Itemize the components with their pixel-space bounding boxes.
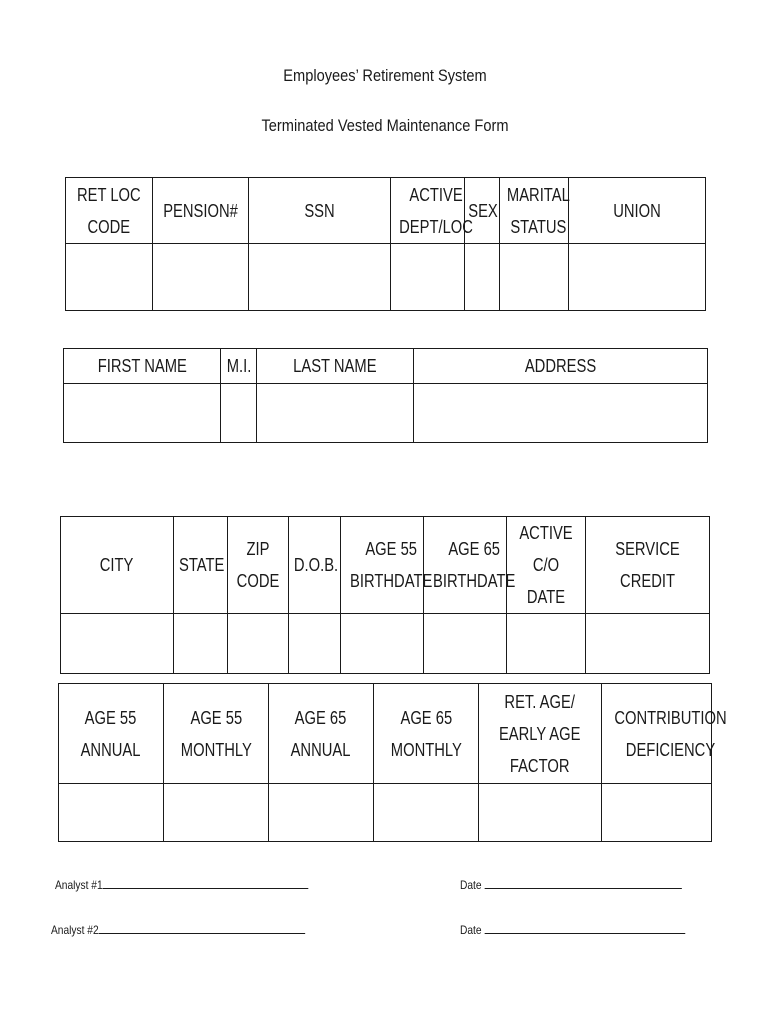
field-active-dept-loc[interactable] (391, 244, 465, 311)
table-identification (65, 177, 706, 311)
header-ssn: SSN (249, 178, 391, 244)
header-age65-birthdate: AGE 65 BIRTHDATE (424, 517, 507, 614)
header-zip-code: ZIP CODE (228, 517, 289, 614)
header-last-name: LAST NAME (257, 349, 414, 384)
field-first-name[interactable] (64, 384, 221, 443)
field-ret-loc-code[interactable] (66, 244, 153, 311)
header-age65-monthly: AGE 65 MONTHLY (374, 684, 479, 784)
table-benefits (58, 683, 727, 842)
header-pension: PENSION# (153, 178, 249, 244)
analyst2-line[interactable] (99, 923, 306, 934)
form-subtitle: Terminated Vested Maintenance Form (261, 116, 509, 135)
field-state[interactable] (174, 614, 228, 674)
date1-signature (460, 878, 682, 892)
date1-line[interactable] (484, 878, 681, 889)
header-age65-annual: AGE 65 ANNUAL (269, 684, 374, 784)
field-address[interactable] (414, 384, 708, 443)
header-age55-birthdate: AGE 55 BIRTHDATE (341, 517, 424, 614)
header-union: UNION (569, 178, 706, 244)
header-age55-annual: AGE 55 ANNUAL (59, 684, 164, 784)
field-age65-monthly[interactable] (374, 784, 479, 842)
header-service-credit: SERVICE CREDIT (586, 517, 710, 614)
field-sex[interactable] (465, 244, 500, 311)
header-sex: SEX (465, 178, 500, 244)
date2-signature (460, 923, 685, 937)
field-age65-birthdate[interactable] (424, 614, 507, 674)
field-age55-monthly[interactable] (164, 784, 269, 842)
table-name-address (63, 348, 708, 443)
field-city[interactable] (61, 614, 174, 674)
field-union[interactable] (569, 244, 706, 311)
field-last-name[interactable] (257, 384, 414, 443)
header-active-co-date: ACTIVE C/O DATE (507, 517, 586, 614)
field-service-credit[interactable] (586, 614, 710, 674)
header-active-dept-loc: ACTIVE DEPT/LOC (391, 178, 465, 244)
field-age55-birthdate[interactable] (341, 614, 424, 674)
analyst1-line[interactable] (103, 878, 309, 889)
header-age55-monthly: AGE 55 MONTHLY (164, 684, 269, 784)
field-pension[interactable] (153, 244, 249, 311)
form-title: Employees’ Retirement System (283, 66, 487, 85)
header-state: STATE (174, 517, 228, 614)
field-mi[interactable] (221, 384, 257, 443)
field-age55-annual[interactable] (59, 784, 164, 842)
field-dob[interactable] (289, 614, 341, 674)
field-contribution-deficiency[interactable] (602, 784, 712, 842)
analyst1-label: Analyst #1 (55, 878, 103, 892)
header-first-name: FIRST NAME (64, 349, 221, 384)
field-active-co-date[interactable] (507, 614, 586, 674)
header-dob: D.O.B. (289, 517, 341, 614)
analyst1-signature (55, 878, 308, 892)
header-ret-loc-code: RET LOC CODE (66, 178, 153, 244)
field-zip-code[interactable] (228, 614, 289, 674)
field-ret-age-factor[interactable] (479, 784, 602, 842)
header-mi: M.I. (221, 349, 257, 384)
field-age65-annual[interactable] (269, 784, 374, 842)
header-contribution-deficiency: CONTRIBUTION DEFICIENCY (602, 684, 712, 784)
field-marital-status[interactable] (500, 244, 569, 311)
date2-line[interactable] (484, 923, 685, 934)
header-marital-status: MARITAL STATUS (500, 178, 569, 244)
analyst2-signature (51, 923, 305, 937)
date2-label: Date (460, 923, 482, 937)
analyst2-label: Analyst #2 (51, 923, 99, 937)
header-address: ADDRESS (414, 349, 708, 384)
field-ssn[interactable] (249, 244, 391, 311)
header-city: CITY (61, 517, 174, 614)
table-location-dates (60, 516, 710, 674)
header-ret-age-factor: RET. AGE/ EARLY AGE FACTOR (479, 684, 602, 784)
date1-label: Date (460, 878, 482, 892)
